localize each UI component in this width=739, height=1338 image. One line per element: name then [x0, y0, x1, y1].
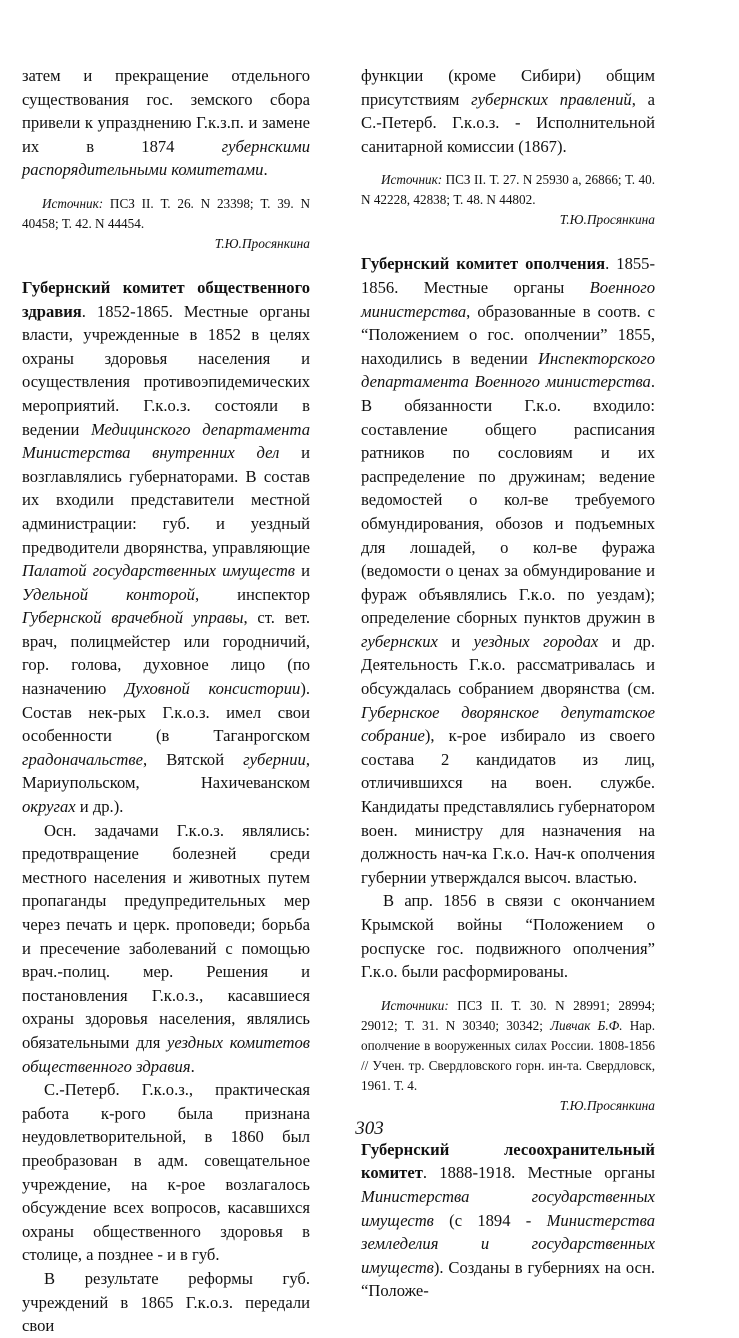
article-text: . 1888-1918. Местные органы Министерства государственных имуществ (с 1894 - Министерства земледелия и государственных имуществ). Созданы в губерниях на осн. “Положе-	[361, 1163, 655, 1301]
article-text: . 1852-1865. Местные органы власти, учрежденные в 1852 в целях охраны здоровья населения и осуществления противоэпидемических мероприятий. Г.к.о.з. состояли в ведении Медицинского департамента Министерства внутренних дел и возглавлялись губернаторами. В состав их входили представители местной администрации: губ. и уездный предводители дворянства, управляющие Палатой государственных имуществ и Удельной конторой, инспектор Губернской врачебной управы, ст. вет. врач, полицмейстер или городничий, гор. голова, духовное лицо (по назначению Духовной консистории). Состав нек-рых Г.к.о.з. имел свои особенности (в Таганрогском градоначальстве, Вятской губернии, Мариупольском, Нахичеванском округах и др.).	[22, 301, 311, 817]
author-signature: Т.Ю.Просянкина	[559, 212, 655, 228]
article-text: . 1855-1856. Местные органы Военного министерства, образованные в соотв. с “Положением о гос. ополчении” 1855, находились в ведении Инспекторского департамента Военного министерства. В обязанности Г.к.о. входило: составление общего расписания ратников по сословиям и их распределение по дружинам; ведение ведомостей о кол-ве требуемого обмундирования, обозов и подъемных для лошадей, о кол-ве фуража (ведомости о ценах за обмундирование и фураж объявлялись Г.к.о. по уездам); определение сборных пунктов дружин в губернских и уездных городах и др. Деятельность Г.к.о. рассматривалась и обсуждалась собранием дворянства (см. Губернское дворянское депутатское собрание), к-рое избирало из своего состава 2 кандидатов из лиц, отличившихся на воен. службе. Кандидаты представлялись губернатором воен. министру для назначения на должность нач-ка Г.к.о. Нач-к ополчения губернии утверждался высоч. властью.	[361, 254, 655, 887]
source-note: Источники: ПСЗ II. Т. 30. N 28991; 28994; 29012; Т. 31. N 30340; 30342; Ливчак Б.Ф. Нар. ополчение в вооруженных силах России. 1808-1856 // Учен. тр. Свердловского горн. ин-та. Свердловск, 1961. Т. 4.	[361, 997, 655, 1093]
article-heading: Губернский лесоохранительный комитет	[361, 1139, 655, 1183]
article-paragraph	[22, 276, 310, 819]
paragraph: В апр. 1856 в связи с окончанием Крымской войны “Положением о роспуске гос. подвижного ополчения” Г.к.о. были расформированы.	[361, 891, 655, 982]
paragraph: С.-Петерб. Г.к.о.з., практическая работа к-рого была признана неудовлетворительной, в 1860 был преобразован в адм. совещательное учреждение, на к-рое возлагалось обсуждение всех вопросов, касавшихся охраны общественного здоровья в столице, а позднее - и в губ.	[22, 1080, 310, 1265]
paragraph: затем и прекращение отдельного существования гос. земского сбора привели к упразднению Г.к.з.п. и замене их в 1874 губернскими распорядительными комитетами.	[22, 66, 310, 180]
article-paragraph	[361, 1138, 655, 1303]
source-note: Источник: ПСЗ II. Т. 27. N 25930 а, 26866; Т. 40. N 42228, 42838; Т. 48. N 44802.	[361, 172, 655, 208]
author-signature: Т.Ю.Просянкина	[559, 1097, 655, 1113]
paragraph: В результате реформы губ. учреждений в 1865 Г.к.о.з. передали свои	[22, 1268, 310, 1336]
source-note: Источник: ПСЗ II. Т. 26. N 23398; Т. 39. N 40458; Т. 42. N 44454.	[22, 195, 310, 231]
author-signature: Т.Ю.Просянкина	[214, 235, 310, 251]
left-column	[22, 64, 310, 1338]
paragraph: функции (кроме Сибири) общим присутствиям губернских правлений, а С.-Петерб. Г.к.о.з. - Исполнительной санитарной комиссии (1867).	[361, 66, 655, 156]
article-paragraph	[361, 252, 655, 889]
paragraph: Осн. задачами Г.к.о.з. являлись: предотвращение болезней среди местного населения и животных путем пропаганды предупредительных мер через печать и церк. проповеди; борьба и пресечение заболеваний с помощью врач.-полиц. мер. Решения и постановления Г.к.о.з., касавшиеся охраны здоровья населения, являлись обязательными для уездных комитетов общественного здравия.	[22, 820, 310, 1076]
article-heading: Губернский комитет ополчения	[361, 254, 606, 274]
page-number: 303	[355, 1118, 384, 1139]
article-heading: Губернский комитет общественного здравия	[22, 277, 310, 321]
